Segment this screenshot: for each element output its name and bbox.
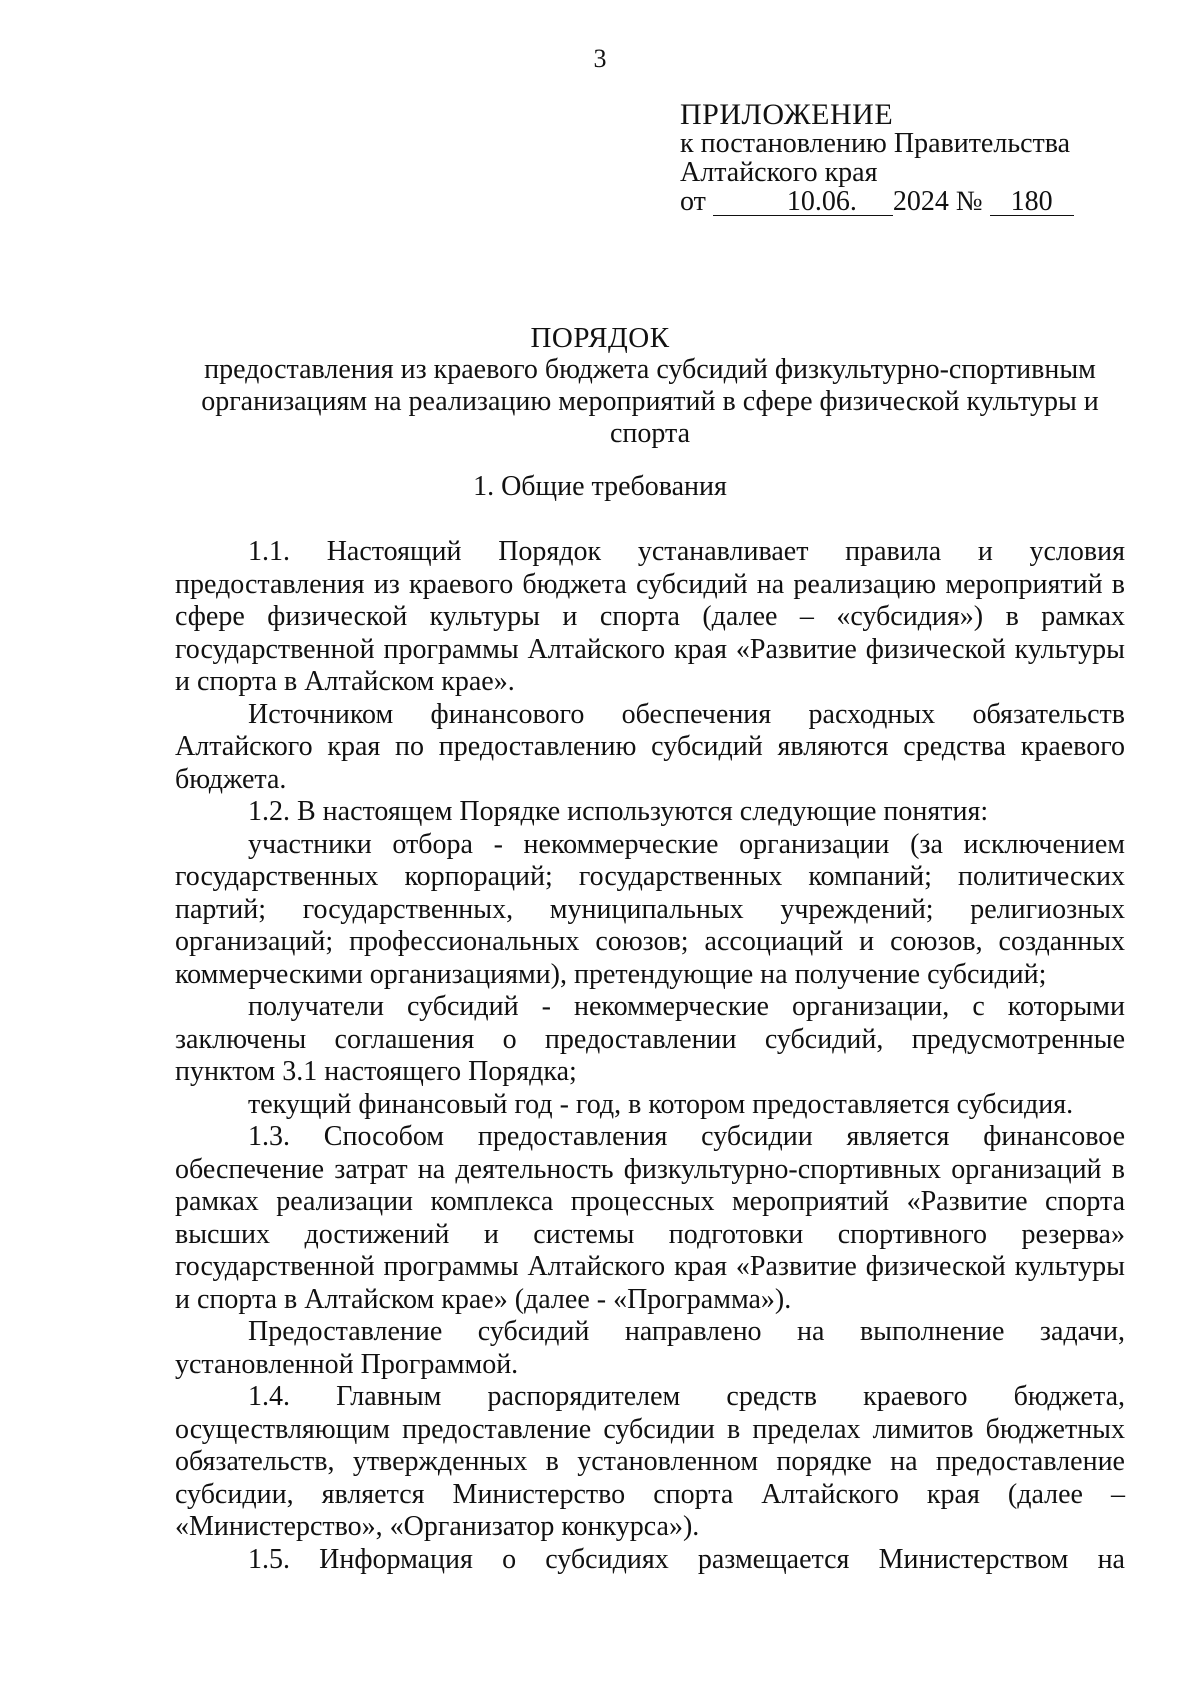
paragraph-1-4: 1.4. Главным распорядителем средств краевого бюджета, осуществляющим предоставление субсидии в пределах лимитов бюджетных обязательств, утвержденных в установленном порядке на предоставление субсидии, является Министерство спорта Алтайского края (далее – «Министерство», «Организатор конкурса»). [175,1381,1125,1542]
paragraph-funding-source: Источником финансового обеспечения расходных обязательств Алтайского края по предоставлению субсидий являются средства краевого бюджета. [175,698,1125,795]
date-prefix: от [680,186,706,217]
document-title: ПОРЯДОК [530,322,670,354]
appendix-date-line [680,187,1140,216]
section-heading: 1. Общие требования [473,471,727,502]
document-subtitle: предоставления из краевого бюджета субсидий физкультурно-спортивным организациям на реализацию мероприятий в сфере физической культуры и спорта [201,354,1099,449]
paragraph-participants: участники отбора - некоммерческие организации (за исключением государственных корпораций; государственных компаний; политических партий; государственных, муниципальных учреждений; религиозных организаций; профессиональных союзов; ассоциаций и союзов, созданных коммерческими организациями), претендующие на получение субсидий; [175,828,1125,990]
document-number: 180 [990,189,1074,216]
appendix-line-region: Алтайского края [680,157,878,188]
paragraph-financial-year: текущий финансовый год - год, в котором предоставляется субсидия. [248,1088,1074,1120]
date-value: 10.06. [713,189,893,216]
appendix-line-resolution: к постановлению Правительства [680,128,1071,159]
appendix-block [680,100,1140,216]
paragraph-1-3: 1.3. Способом предоставления субсидии является финансовое обеспечение затрат на деятельность физкультурно-спортивных организаций в рамках реализации комплекса процессных мероприятий «Развитие спорта высших достижений и системы подготовки спортивного резерва» государственной программы Алтайского края «Развитие физической культуры и спорта в Алтайском крае» (далее - «Программа»). [175,1121,1125,1315]
page-number: 3 [593,44,607,73]
paragraph-1-1: 1.1. Настоящий Порядок устанавливает правила и условия предоставления из краевого бюджета субсидий на реализацию мероприятий в сфере физической культуры и спорта (далее – «субсидия») в рамках государственной программы Алтайского края «Развитие физической культуры и спорта в Алтайском крае». [175,536,1125,697]
paragraph-1-2: 1.2. В настоящем Порядке используются следующие понятия: [248,796,989,827]
paragraph-recipients: получатели субсидий - некоммерческие организации, с которыми заключены соглашения о предоставлении субсидий, предусмотренные пунктом 3.1 настоящего Порядка; [175,991,1125,1087]
appendix-heading: ПРИЛОЖЕНИЕ [680,98,894,131]
paragraph-task: Предоставление субсидий направлено на выполнение задачи, установленной Программой. [175,1316,1125,1380]
paragraph-1-5: 1.5. Информация о субсидиях размещается Министерством на [248,1543,1125,1575]
year-label: 2024 № [892,186,983,217]
document-body [175,536,1125,1576]
